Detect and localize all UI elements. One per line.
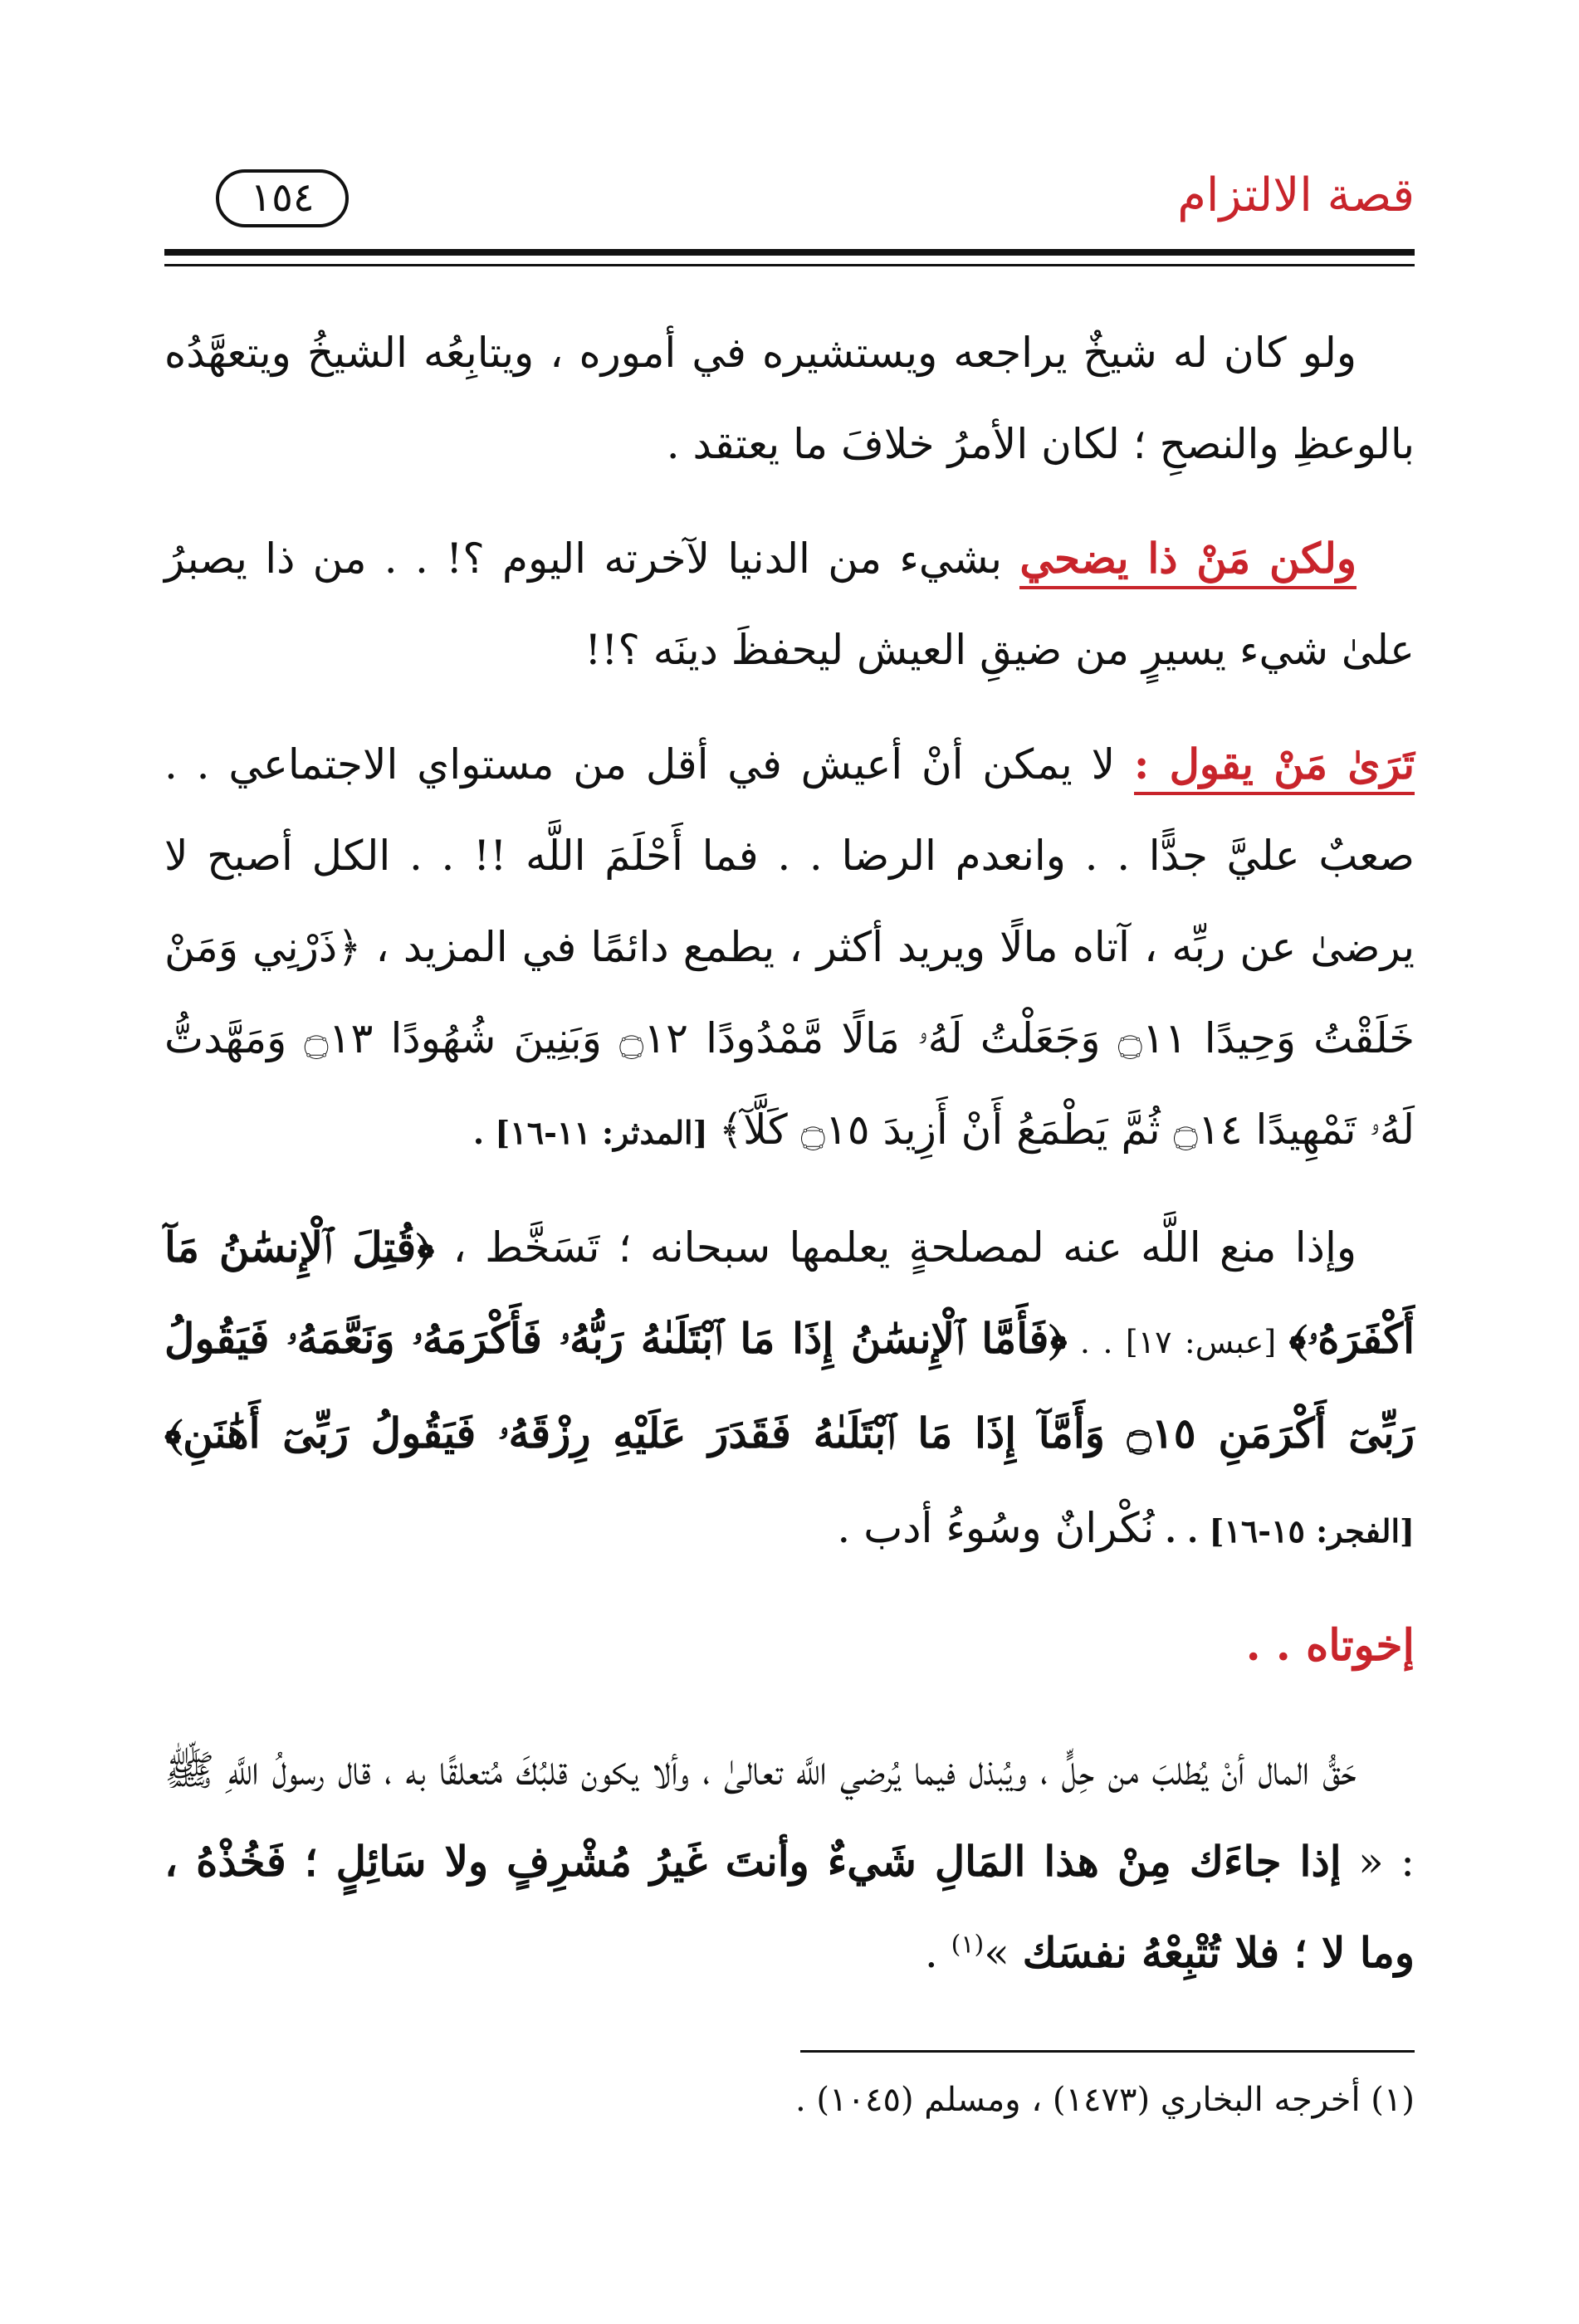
- paragraph-4-tail: نُكْرانٌ وسُوءُ أدب .: [837, 1504, 1155, 1552]
- paragraph-4: [164, 1202, 1415, 1577]
- hadith-quote: إذا جاءَك مِنْ هذا المَالِ شَيءٌ وأنتَ غَيرُ مُشْرِفٍ ولا سَائِلٍ ؛ فَخُذْهُ ، وما لا ؛ فلا تُتْبِعْهُ نفسَك: [164, 1837, 1415, 1977]
- section-heading: إخوتاه . .: [1245, 1620, 1415, 1671]
- paragraph-2: [164, 513, 1415, 696]
- footnote-marker: (١): [951, 1930, 985, 1960]
- paragraph-1: [164, 307, 1415, 490]
- footnote: (١) أخرجه البخاري (١٤٧٣) ، ومسلم (١٠٤٥) .: [794, 2081, 1415, 2119]
- hadith-close-quote: »: [984, 1929, 1023, 1977]
- header-rule-thin: [164, 264, 1415, 266]
- quran-reference-abasa: [عبس: ١٧] . .: [1067, 1324, 1289, 1360]
- paragraph-1-text: ولو كان له شيخٌ يراجعه ويستشيره في أموره ، ويتابِعُه الشيخُ ويتعهَّدُه بالوعظِ والنصحِ ؛ لكان الأمرُ خلافَ ما يعتقد .: [164, 329, 1415, 468]
- page-header: [158, 158, 1415, 249]
- quran-reference-muddaththir: [المدثر: ١١-١٦] .: [472, 1114, 719, 1151]
- paragraph-3-highlight: تَرَىٰ مَنْ يقول :: [1134, 740, 1415, 795]
- paragraph-5-text: حَقُّ المال أنْ يُطلبَ من حِلٍّ ، ويُبذل فيما يُرضي اللَّه تعالىٰ ، وألا يكون قلبُكَ مُتعلقًا به ، قال رسولُ اللَّهِ ﷺ : «: [164, 1746, 1415, 1886]
- paragraph-3: [164, 719, 1415, 1179]
- page-number: ١٥٤: [216, 169, 349, 227]
- quran-quote-fajr: ﴿فَأَمَّا ٱلْإِنسَٰنُ إِذَا مَا ٱبْتَلَىٰهُ رَبُّهُۥ فَأَكْرَمَهُۥ وَنَعَّمَهُۥ فَيَقُولُ رَبِّىٓ أَكْرَمَنِ ۝١٥ وَأَمَّآ إِذَا مَا ٱبْتَلَىٰهُ فَقَدَرَ عَلَيْهِ رِزْقَهُۥ فَيَقُولُ رَبِّىٓ أَهَٰنَنِ﴾: [164, 1314, 1415, 1457]
- quran-quote-abasa: ﴿قُتِلَ ٱلْإِنسَٰنُ مَآ أَكْفَرَهُۥ﴾: [164, 1223, 1415, 1363]
- header-rule-thick: [164, 249, 1415, 256]
- quran-reference-fajr: [الفجر: ١٥-١٦] . .: [1154, 1512, 1415, 1550]
- footnote-rule: [800, 2050, 1415, 2053]
- paragraph-2-highlight: ولكن مَنْ ذا يضحي: [1019, 534, 1357, 589]
- paragraph-3-text: لا يمكن أنْ أعيش في أقل من مستواي الاجتماعي . . صعبٌ عليَّ جدًّا . . وانعدم الرضا . . فما أَحْلَمَ اللَّه !! . . الكل أصبح لا يرضىٰ عن ربِّه ، آتاه مالًا ويريد أكثر ، يطمع دائمًا في المزيد ،: [164, 740, 1415, 971]
- quran-quote-muddaththir: ﴿ذَرْنِي وَمَنْ خَلَقْتُ وَحِيدًا ۝١١ وَجَعَلْتُ لَهُۥ مَالًا مَّمْدُودًا ۝١٢ وَبَنِينَ شُهُودًا ۝١٣ وَمَهَّدتُّ لَهُۥ تَمْهِيدًا ۝١٤ ثُمَّ يَطْمَعُ أَنْ أَزِيدَ ۝١٥ كَلَّآ﴾: [164, 923, 1415, 1154]
- paragraph-5: [164, 1725, 1415, 1999]
- paragraph-5-end: .: [924, 1929, 951, 1977]
- running-title: قصة الالتزام: [1177, 168, 1415, 222]
- paragraph-2-text: بشيء من الدنيا لآخرته اليوم ؟! . . من ذا يصبرُ علىٰ شيء يسيرٍ من ضيقِ العيش ليحفظَ دينَه ؟!!: [164, 535, 1415, 674]
- page-body: [164, 307, 1415, 2022]
- paragraph-4-text: وإذا منع اللَّه عنه لمصلحةٍ يعلمها سبحانه ؛ تَسَخَّط ،: [434, 1223, 1357, 1272]
